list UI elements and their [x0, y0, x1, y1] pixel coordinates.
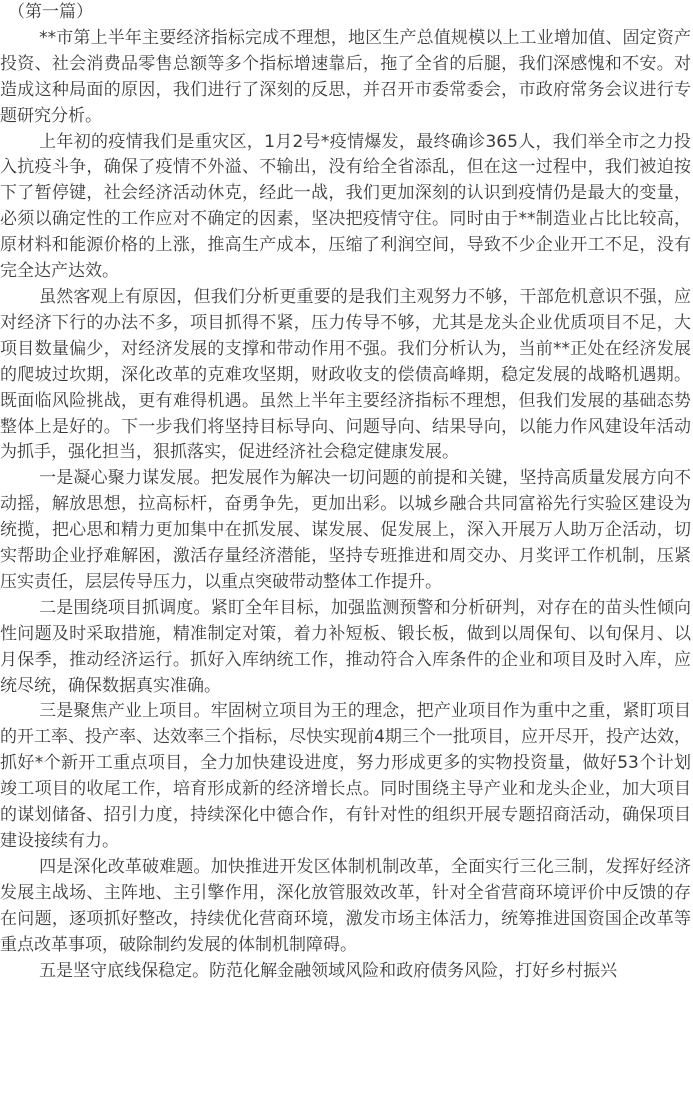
document-heading: （第一篇） [8, 2, 93, 22]
paragraph-8: 五是坚守底线保稳定。防范化解金融领域风险和政府债务风险，打好乡村振兴 [39, 960, 618, 981]
paragraph-4: 一是凝心聚力谋发展。把发展作为解决一切问题的前提和关键，坚持高质量发展方向不动摇，解放思想，拉高标杆，奋勇争先，更加出彩。以城乡融合共同富裕先行实验区建设为统揽，把心思和精力更加集中在抓发展、谋发展、促发展上，深入开展万人助万企活动，切实帮助企业抒难解困，激活存量经济潜能，坚持专班推进和周交办、月奖评工作机制，压紧压实责任，层层传导压力，以重点突破带动整体工作提升。 [0, 468, 691, 592]
paragraph-3: 虽然客观上有原因，但我们分析更重要的是我们主观努力不够，干部危机意识不强，应对经济下行的办法不多，项目抓得不紧，压力传导不够，尤其是龙头企业优质项目不足，大项目数量偏少，对经济发展的支撑和带动作用不强。我们分析认为，当前**正处在经济发展的爬坡过坎期，深化改革的克难攻坚期，财政收支的偿债高峰期，稳定发展的战略机遇期。既面临风险挑战，更有难得机遇。虽然上半年主要经济指标不理想，但我们发展的基础态势整体上是好的。下一步我们将坚持目标导向、问题导向、结果导向，以能力作风建设年活动为抓手，强化担当，狠抓落实，促进经济社会稳定健康发展。 [0, 286, 691, 463]
paragraph-7: 四是深化改革破难题。加快推进开发区体制机制改革，全面实行三化三制，发挥好经济发展主战场、主阵地、主引擎作用，深化放管服效改革，针对全省营商环境评价中反馈的存在问题，逐项抓好整改，持续优化营商环境，激发市场主体活力，统筹推进国资国企改革等重点改革事项，破除制约发展的体制机制障碍。 [0, 856, 691, 955]
paragraph-5: 二是围绕项目抓调度。紧盯全年目标，加强监测预警和分析研判，对存在的苗头性倾向性问题及时采取措施，精准制定对策，着力补短板、锻长板，做到以周保旬、以旬保月、以月保季，推动经济运行。抓好入库纳统工作，推动符合入库条件的企业和项目及时入库，应统尽统，确保数据真实准确。 [0, 597, 691, 696]
paragraph-2: 上年初的疫情我们是重灾区，1月2号*疫情爆发，最终确诊365人，我们举全市之力投入抗疫斗争，确保了疫情不外溢、不输出，没有给全省添乱，但在这一过程中，我们被迫按下了暂停键，社会经济活动休克，经此一战，我们更加深刻的认识到疫情仍是最大的变量，必须以确定性的工作应对不确定的因素，坚决把疫情守住。同时由于**制造业占比比较高，原材料和能源价格的上涨，推高生产成本，压缩了利润空间，导致不少企业开工不足，没有完全达产达效。 [0, 131, 691, 282]
paragraph-6: 三是聚焦产业上项目。牢固树立项目为王的理念，把产业项目作为重中之重，紧盯项目的开工率、投产率、达效率三个指标，尽快实现前4期三个一批项目，应开尽开，投产达效，抓好*个新开工重点项目，全力加快建设进度，努力形成更多的实物投资量，做好53个计划竣工项目的收尾工作，培育形成新的经济增长点。同时围绕主导产业和龙头企业，加大项目的谋划储备、招引力度，持续深化中德合作，有针对性的组织开展专题招商活动，确保项目建设接续有力。 [0, 701, 691, 851]
paragraph-1: **市第上半年主要经济指标完成不理想，地区生产总值规模以上工业增加值、固定资产投资、社会消费品零售总额等多个指标增速靠后，拖了全省的后腿，我们深感愧和不安。对造成这种局面的原因，我们进行了深刻的反思，并召开市委常委会，市政府常务会议进行专题研究分析。 [0, 27, 691, 126]
